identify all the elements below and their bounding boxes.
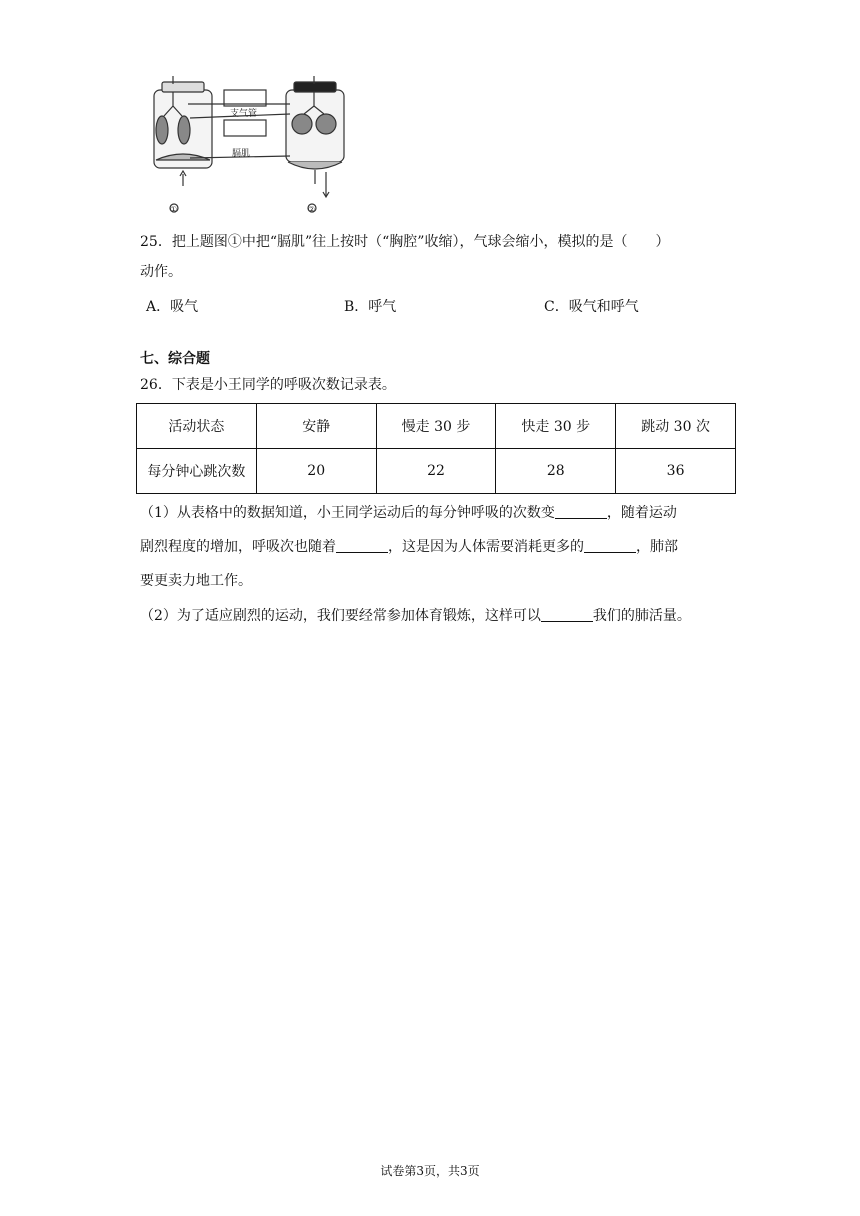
q25-option-c: C．吸气和呼气 bbox=[544, 299, 639, 315]
q25-stem-line2: 动作。 bbox=[140, 264, 182, 280]
q26-part1-line2 bbox=[140, 537, 678, 557]
figure-1-label: ① bbox=[170, 205, 178, 214]
table-header-row bbox=[137, 404, 736, 449]
table-cell: 22 bbox=[376, 449, 496, 494]
table-cell: 跳动 30 次 bbox=[616, 404, 736, 449]
q26-part2-text-b: 我们的肺活量。 bbox=[592, 608, 691, 624]
q26-part1-text-d: ，这是因为人体需要消耗更多的 bbox=[388, 539, 584, 555]
breathing-record-table bbox=[136, 403, 736, 494]
answer-blank-4[interactable] bbox=[541, 607, 593, 622]
diaphragm-label: 膈肌 bbox=[232, 149, 251, 159]
q26-stem: 26．下表是小王同学的呼吸次数记录表。 bbox=[140, 377, 396, 393]
lung-model-figure bbox=[140, 76, 346, 220]
q25-option-b: B．呼气 bbox=[344, 299, 397, 315]
table-cell: 快走 30 步 bbox=[496, 404, 616, 449]
q26-part1-text-e: ，肺部 bbox=[636, 539, 678, 555]
answer-blank-3[interactable] bbox=[584, 538, 636, 553]
q26-part1-text-b: ，随着运动 bbox=[606, 505, 677, 521]
table-cell: 28 bbox=[496, 449, 616, 494]
bronchi-label: 支气管 bbox=[230, 109, 258, 119]
table-cell: 36 bbox=[616, 449, 736, 494]
figure-2-label: ② bbox=[308, 205, 316, 214]
table-row bbox=[137, 449, 736, 494]
table-cell: 20 bbox=[256, 449, 376, 494]
q26-part1-line3: 要更卖力地工作。 bbox=[140, 573, 252, 589]
answer-blank-2[interactable] bbox=[336, 538, 388, 553]
table-cell: 活动状态 bbox=[137, 404, 257, 449]
table-cell: 慢走 30 步 bbox=[376, 404, 496, 449]
q26-part1-line1 bbox=[140, 503, 677, 523]
section-title: 七、综合题 bbox=[140, 351, 210, 367]
table-cell: 安静 bbox=[256, 404, 376, 449]
q25-stem-line1: 25．把上题图①中把“膈肌”往上按时（“胸腔”收缩），气球会缩小，模拟的是（ ） bbox=[140, 234, 670, 250]
q26-part2-text-a: （2）为了适应剧烈的运动，我们要经常参加体育锻炼，这样可以 bbox=[140, 608, 541, 624]
page-footer: 试卷第3页，共3页 bbox=[380, 1164, 480, 1178]
q26-part2-line bbox=[140, 606, 691, 626]
q25-option-a: A．吸气 bbox=[146, 299, 199, 315]
q26-part1-text-c: 剧烈程度的增加，呼吸次也随着 bbox=[140, 539, 336, 555]
answer-blank-1[interactable] bbox=[555, 504, 607, 519]
q26-part1-text-a: （1）从表格中的数据知道，小王同学运动后的每分钟呼吸的次数变 bbox=[140, 505, 555, 521]
table-cell: 每分钟心跳次数 bbox=[137, 449, 257, 494]
